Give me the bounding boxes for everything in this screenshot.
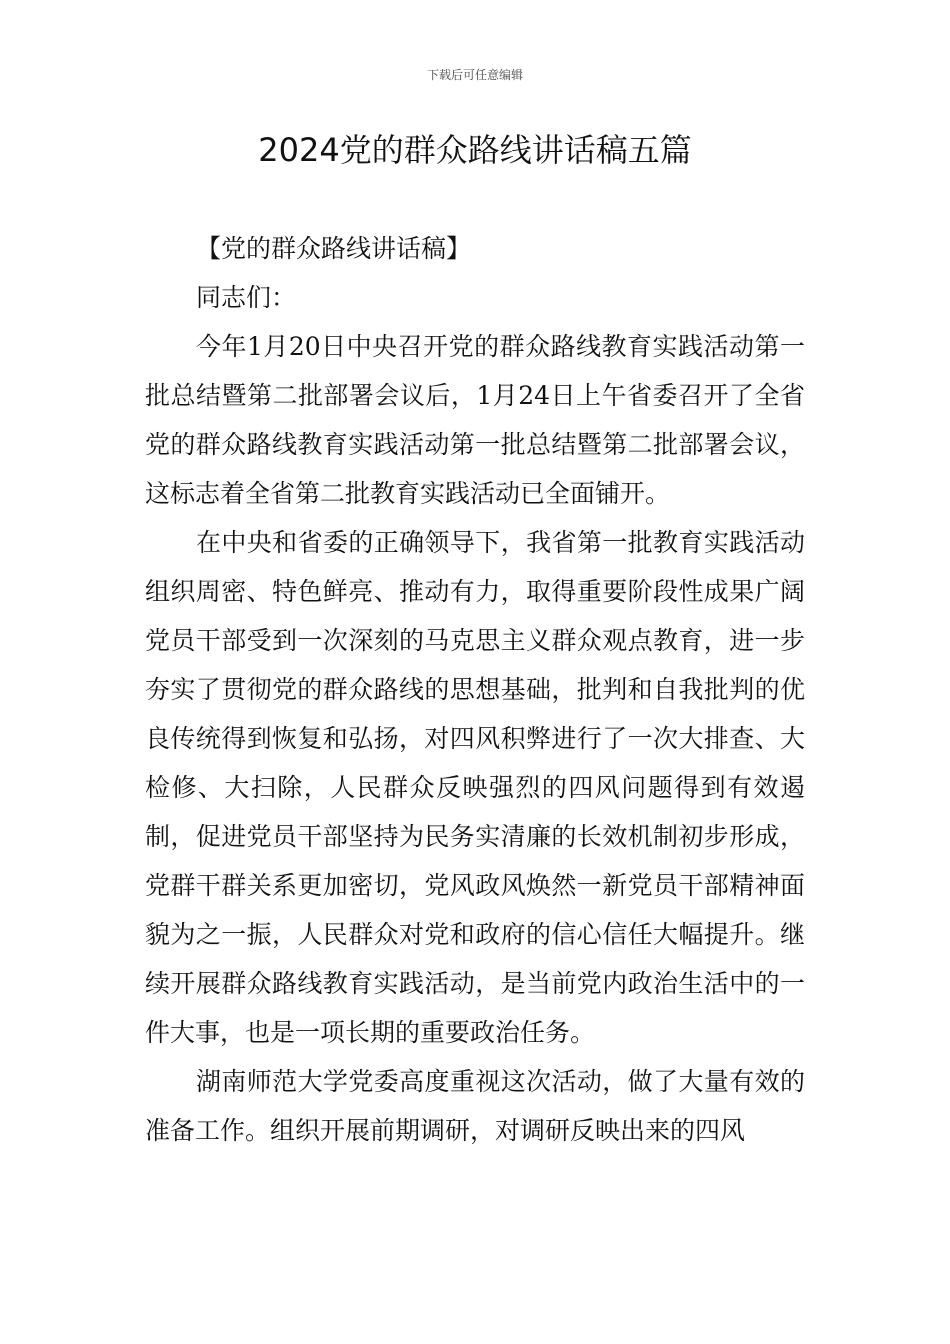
paragraph: 在中央和省委的正确领导下，我省第一批教育实践活动组织周密、特色鲜亮、推动有力，取得重要阶段性成果广阔党员干部受到一次深刻的马克思主义群众观点教育，进一步夯实了贯彻党的群众路线的思想基础，批判和自我批判的优良传统得到恢复和弘扬，对四风积弊进行了一次大排查、大检修、大扫除，人民群众反映强烈的四风问题得到有效遏制，促进党员干部坚持为民务实清廉的长效机制初步形成，党群干群关系更加密切，党风政风焕然一新党员干部精神面貌为之一振，人民群众对党和政府的信心信任大幅提升。继续开展群众路线教育实践活动，是当前党内政治生活中的一件大事，也是一项长期的重要政治任务。 [145, 528, 805, 1047]
document-title: 2024党的群众路线讲话稿五篇 [258, 131, 692, 169]
section-heading: 【党的群众路线讲话稿】 [196, 234, 472, 263]
paragraph: 湖南师范大学党委高度重视这次活动，做了大量有效的准备工作。组织开展前期调研，对调研反映出来的四风 [145, 1067, 805, 1145]
document-body [145, 224, 805, 1155]
paragraph: 今年1月20日中央召开党的群众路线教育实践活动第一批总结暨第二批部署会议后，1月24日上午省委召开了全省党的群众路线教育实践活动第一批总结暨第二批部署会议，这标志着全省第二批教育实践活动已全面铺开。 [145, 332, 805, 508]
header-note: 下载后可任意编辑 [426, 68, 523, 82]
salutation: 同志们： [196, 283, 297, 312]
